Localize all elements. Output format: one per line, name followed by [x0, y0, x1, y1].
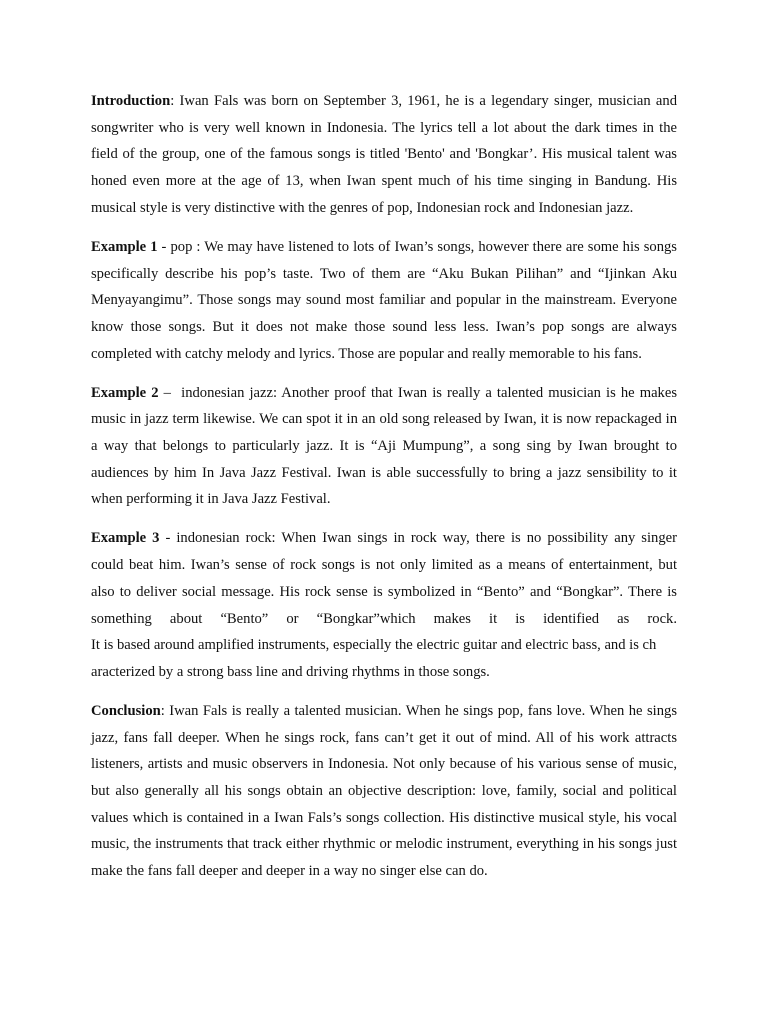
example-3-line: also to deliver social message. His rock sense is symbolized in “Bento” and “Bongkar”. There is [91, 583, 677, 600]
example-3-line-text: indonesian rock: When Iwan sings in rock way, there is no possibility any singer [176, 530, 677, 547]
example-1-text: pop : We may have listened to lots of Iwan’s songs, however there are some his songs specifically describe his pop’s taste. Two of them are “Aku Bukan Pilihan” and “Ijinkan Aku Menyayangimu”. Those songs may sound most familiar and popular in the mainstream. Everyone know those songs. But it does not make those sound less less. Iwan’s pop songs are always completed with catchy melody and lyrics. Those are popular and really memorable to his fans. [91, 238, 677, 362]
introduction-separator: : [170, 93, 180, 109]
example-3-line: something about “Bento” or “Bongkar”which makes it is identified as rock. [91, 610, 677, 627]
document-page [91, 88, 677, 897]
example-3-line: It is based around amplified instruments, especially the electric guitar and electric bass, and is ch [91, 637, 657, 654]
introduction-label: Introduction [91, 93, 171, 109]
conclusion-paragraph [91, 698, 677, 885]
example-1-label: Example 1 [91, 238, 158, 255]
example-2-text: indonesian jazz: Another proof that Iwan is really a talented musician is he makes music in jazz term likewise. We can spot it in an old song released by Iwan, it is now repackaged in a way that belongs to particularly jazz. It is “Aji Mumpung”, a song sing by Iwan brought to audiences by him In Java Jazz Festival. Iwan is able successfully to bring a jazz sensibility to it when performing it in Java Jazz Festival. [91, 384, 678, 508]
example-2-label: Example 2 [91, 384, 159, 401]
example-2-paragraph [91, 380, 677, 514]
example-3-line [91, 525, 677, 552]
example-3-separator: - [159, 530, 177, 547]
example-3-label: Example 3 [91, 530, 160, 547]
example-1-separator: - [157, 238, 171, 255]
conclusion-label: Conclusion [91, 702, 161, 719]
introduction-paragraph [91, 88, 677, 222]
introduction-text: Iwan Fals was born on September 3, 1961, he is a legendary singer, musician and songwriter who is very well known in Indonesia. The lyrics tell a lot about the dark times in the field of the group, one of the famous songs is titled 'Bento' and 'Bongkar’. His musical talent was honed even more at the age of 13, when Iwan spent much of his time singing in Bandung. His musical style is very distinctive with the genres of pop, Indonesian rock and Indonesian jazz. [91, 93, 677, 216]
example-2-separator: – [158, 384, 182, 401]
example-3-line: could beat him. Iwan’s sense of rock songs is not only limited as a means of entertainment, but [91, 557, 677, 574]
conclusion-separator: : [160, 702, 170, 719]
conclusion-text: Iwan Fals is really a talented musician. When he sings pop, fans love. When he sings jazz, fans fall deeper. When he sings rock, fans can’t get it out of mind. All of his work attracts listeners, artists and music observers in Indonesia. Not only because of his various sense of music, but also generally all his songs obtain an objective description: love, family, social and political values which is contained in a Iwan Fals’s songs collection. His distinctive musical style, his vocal music, the instruments that track either rhythmic or melodic instrument, everything in his songs just make the fans fall deeper and deeper in a way no singer else can do. [91, 702, 677, 880]
example-3-paragraph [91, 525, 677, 685]
example-3-line: aracterized by a strong bass line and driving rhythms in those songs. [91, 663, 490, 680]
example-1-paragraph [91, 234, 677, 368]
